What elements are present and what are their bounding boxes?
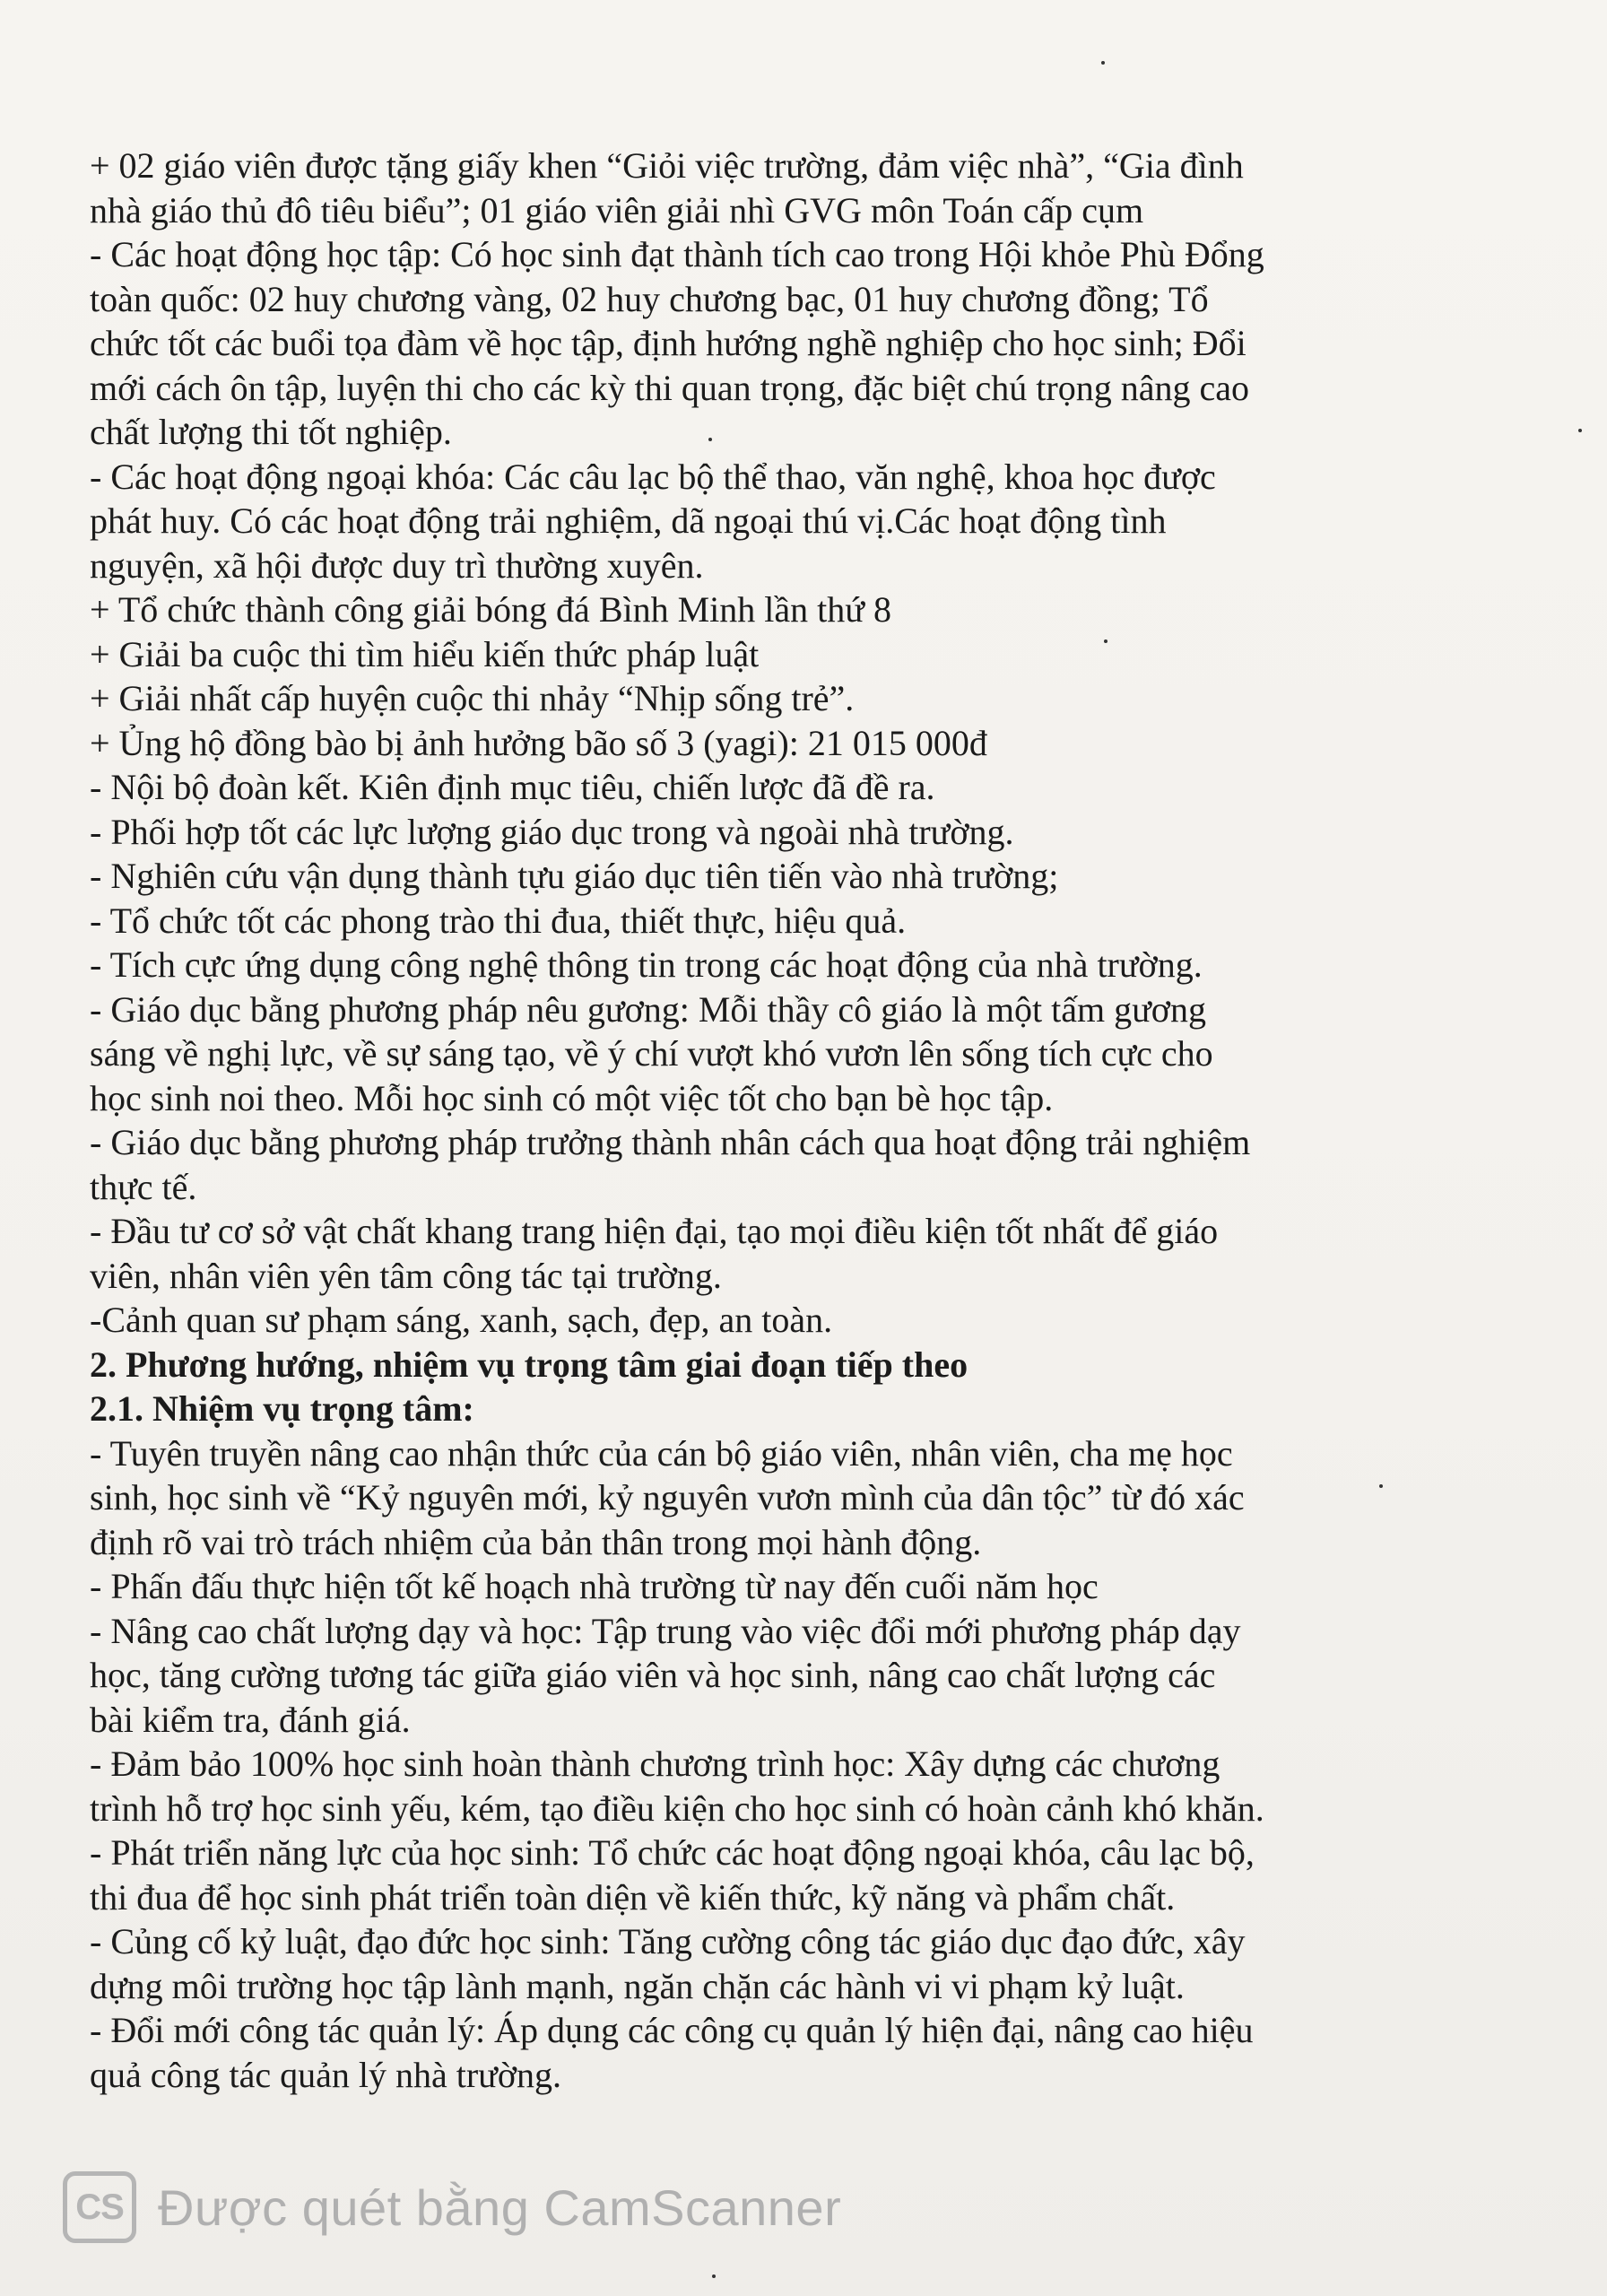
text-line: dựng môi trường học tập lành mạnh, ngăn chặn các hành vi vi phạm kỷ luật. [90, 1965, 1185, 2006]
document-body [90, 144, 1524, 2097]
text-line: nhà giáo thủ đô tiêu biểu”; 01 giáo viên giải nhì GVG môn Toán cấp cụm [90, 189, 1144, 230]
text-line: nguyện, xã hội được duy trì thường xuyên. [90, 544, 704, 586]
text-line: - Nghiên cứu vận dụng thành tựu giáo dục tiên tiến vào nhà trường; [90, 856, 1059, 896]
text-line: thi đua để học sinh phát triển toàn diện về kiến thức, kỹ năng và phẩm chất. [90, 1876, 1176, 1918]
text-line: viên, nhân viên yên tâm công tác tại trường. [90, 1255, 722, 1296]
text-line: -Cảnh quan sư phạm sáng, xanh, sạch, đẹp, an toàn. [90, 1300, 833, 1340]
text-line: - Tích cực ứng dụng công nghệ thông tin trong các hoạt động của nhà trường. [90, 944, 1203, 985]
text-line: - Đầu tư cơ sở vật chất khang trang hiện đại, tạo mọi điều kiện tốt nhất để giáo [90, 1211, 1219, 1251]
text-line: chức tốt các buổi tọa đàm về học tập, định hướng nghề nghiệp cho học sinh; Đổi [90, 323, 1247, 363]
text-line: định rõ vai trò trách nhiệm của bản thân trong mọi hành động. [90, 1521, 982, 1562]
section-heading: 2. Phương hướng, nhiệm vụ trọng tâm giai đoạn tiếp theo [90, 1344, 969, 1385]
text-line: sinh, học sinh về “Kỷ nguyên mới, kỷ nguyên vươn mình của dân tộc” từ đó xác [90, 1477, 1245, 1518]
text-line: - Giáo dục bằng phương pháp nêu gương: Mỗi thầy cô giáo là một tấm gương [90, 988, 1206, 1030]
text-line: thực tế. [90, 1166, 197, 1207]
scan-speck [1101, 61, 1105, 65]
camscanner-watermark [63, 2171, 841, 2243]
text-line: - Tuyên truyền nâng cao nhận thức của cán bộ giáo viên, nhân viên, cha mẹ học [90, 1432, 1233, 1474]
text-line: + Ủng hộ đồng bào bị ảnh hưởng bão số 3 (yagi): 21 015 000đ [90, 722, 987, 763]
text-line: mới cách ôn tập, luyện thi cho các kỳ thi quan trọng, đặc biệt chú trọng nâng cao [90, 367, 1249, 408]
text-line: toàn quốc: 02 huy chương vàng, 02 huy chương bạc, 01 huy chương đồng; Tổ [90, 278, 1209, 319]
text-line: - Tổ chức tốt các phong trào thi đua, thiết thực, hiệu quả. [90, 900, 907, 941]
text-line: + Giải ba cuộc thi tìm hiểu kiến thức pháp luật [90, 633, 760, 674]
text-line: - Các hoạt động ngoại khóa: Các câu lạc bộ thể thao, văn nghệ, khoa học được [90, 456, 1216, 497]
camscanner-label: Được quét bằng CamScanner [158, 2179, 842, 2236]
scan-speck [712, 2274, 716, 2278]
text-line: - Nâng cao chất lượng dạy và học: Tập trung vào việc đổi mới phương pháp dạy [90, 1610, 1241, 1651]
text-line: - Phấn đấu thực hiện tốt kế hoạch nhà trường từ nay đến cuối năm học [90, 1566, 1099, 1606]
text-line: học sinh noi theo. Mỗi học sinh có một việc tốt cho bạn bè học tập. [90, 1077, 1054, 1118]
text-line: + Giải nhất cấp huyện cuộc thi nhảy “Nhịp sống trẻ”. [90, 678, 855, 718]
text-line: quả công tác quản lý nhà trường. [90, 2054, 562, 2095]
text-line: - Phát triển năng lực của học sinh: Tổ chức các hoạt động ngoại khóa, câu lạc bộ, [90, 1832, 1255, 1873]
text-line: - Củng cố kỷ luật, đạo đức học sinh: Tăng cường công tác giáo dục đạo đức, xây [90, 1921, 1246, 1961]
scan-speck [1578, 429, 1582, 432]
text-line: - Đổi mới công tác quản lý: Áp dụng các công cụ quản lý hiện đại, nâng cao hiệu [90, 2010, 1254, 2050]
scan-speck [708, 438, 712, 441]
text-line: - Các hoạt động học tập: Có học sinh đạt thành tích cao trong Hội khỏe Phù Đổng [90, 234, 1264, 274]
camscanner-logo-icon: CS [63, 2171, 136, 2243]
text-line: - Đảm bảo 100% học sinh hoàn thành chương trình học: Xây dựng các chương [90, 1744, 1220, 1784]
text-line: học, tăng cường tương tác giữa giáo viên và học sinh, nâng cao chất lượng các [90, 1655, 1216, 1695]
text-line: sáng về nghị lực, về sự sáng tạo, về ý chí vượt khó vươn lên sống tích cực cho [90, 1033, 1213, 1074]
text-line: chất lượng thi tốt nghiệp. [90, 412, 452, 452]
text-line: phát huy. Có các hoạt động trải nghiệm, dã ngoại thú vị.Các hoạt động tình [90, 500, 1167, 541]
text-line: bài kiểm tra, đánh giá. [90, 1699, 411, 1740]
text-line: + 02 giáo viên được tặng giấy khen “Giỏi việc trường, đảm việc nhà”, “Gia đình [90, 145, 1244, 186]
text-line: - Nội bộ đoàn kết. Kiên định mục tiêu, chiến lược đã đề ra. [90, 767, 935, 807]
text-line: - Phối hợp tốt các lực lượng giáo dục trong và ngoài nhà trường. [90, 811, 1014, 852]
scan-speck [1104, 639, 1108, 643]
text-line: - Giáo dục bằng phương pháp trưởng thành nhân cách qua hoạt động trải nghiệm [90, 1122, 1251, 1162]
text-line: trình hỗ trợ học sinh yếu, kém, tạo điều kiện cho học sinh có hoàn cảnh khó khăn. [90, 1787, 1264, 1829]
text-line: + Tổ chức thành công giải bóng đá Bình Minh lần thứ 8 [90, 589, 891, 630]
section-heading: 2.1. Nhiệm vụ trọng tâm: [90, 1388, 474, 1429]
scan-speck [1379, 1484, 1383, 1488]
